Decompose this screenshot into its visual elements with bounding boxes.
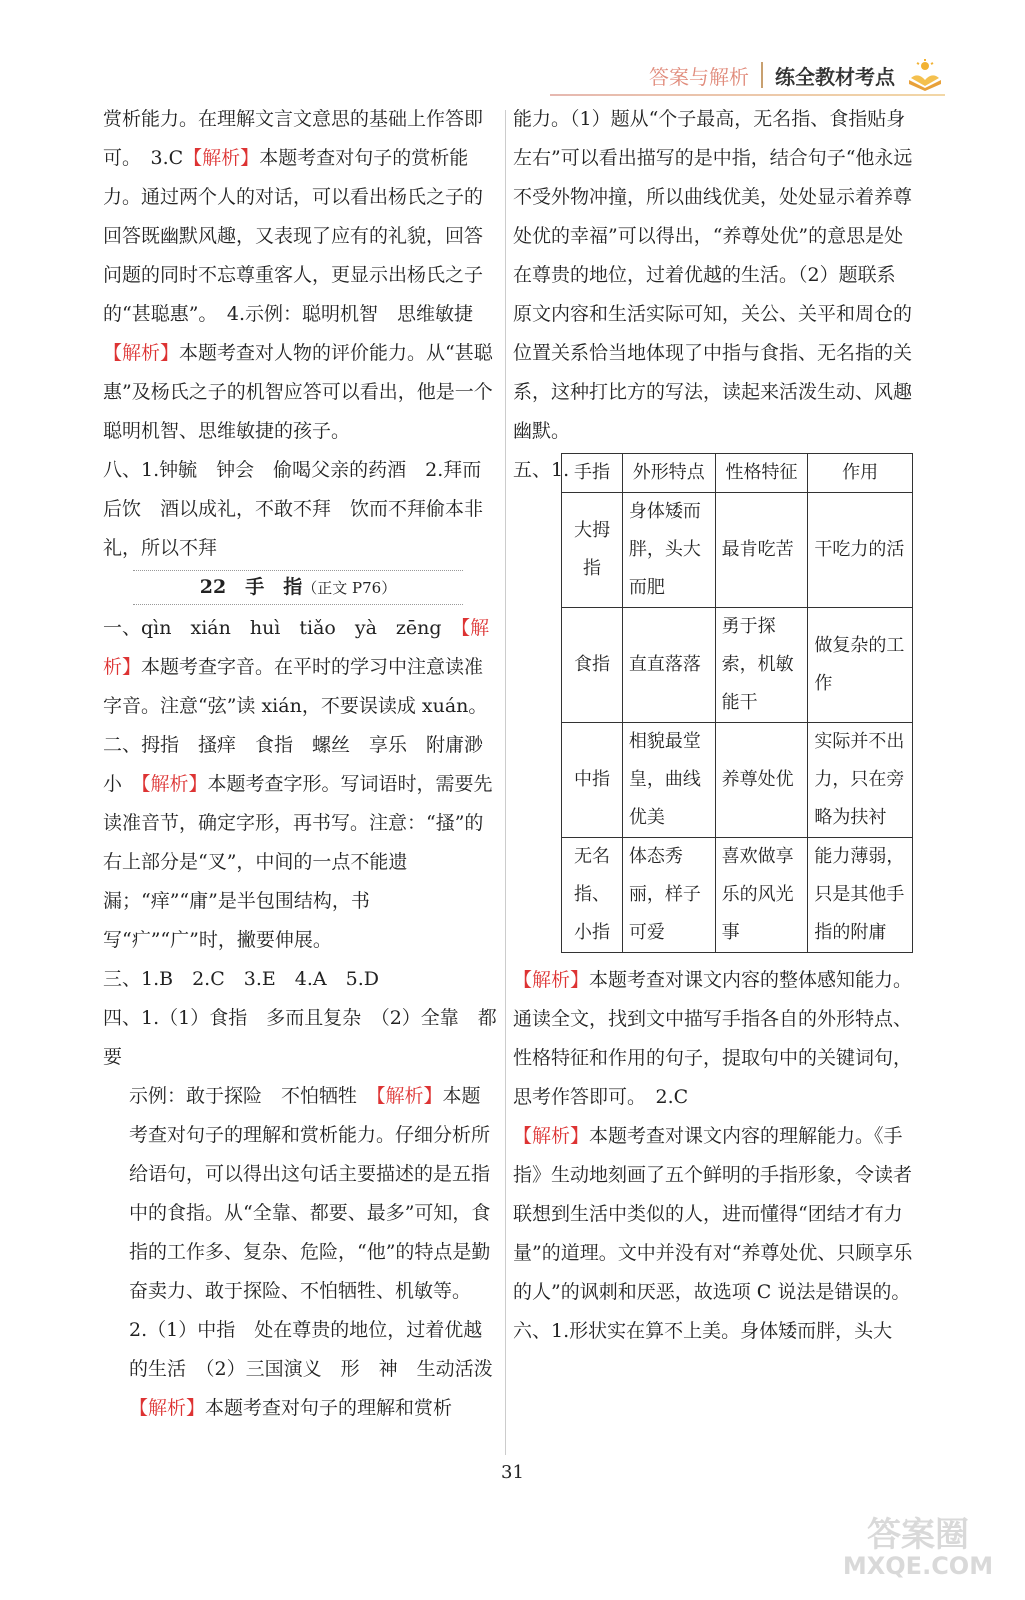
answer-two xyxy=(103,726,498,960)
answer-four-part2 xyxy=(103,1311,498,1428)
analysis-tag: 【解析】 xyxy=(141,773,208,795)
table-header: 作用 xyxy=(808,454,913,493)
answer-six: 六、1.形状实在算不上美。身体矮而胖，头大 xyxy=(513,1320,893,1342)
answer-four-example xyxy=(103,1077,498,1311)
analysis-tag: 【解析】 xyxy=(513,1125,590,1147)
table-cell: 无名指、小指 xyxy=(562,838,623,953)
svg-text:答案圈: 答案圈 xyxy=(867,1515,969,1555)
right-column xyxy=(513,100,913,1351)
page-number: 31 xyxy=(501,1462,524,1483)
answer-five-label: 五、1. xyxy=(513,459,570,481)
table-cell: 实际并不出力，只在旁略为扶衬 xyxy=(808,723,913,838)
left-column xyxy=(103,100,498,1428)
table-cell: 相貌最堂皇，曲线优美 xyxy=(622,723,715,838)
answer-three: 三、1.B 2.C 3.E 4.A 5.D xyxy=(103,968,379,990)
text: 本题考查对课文内容的理解能力。《手指》生动地刻画了五个鲜明的手指形象，令读者联想到生活中类似的人，进而懂得“团结才有力量”的道理。文中并没有对“养尊处优、只顾享乐的人”的讽刺和厌恶，故选项 C 说法是错误的。 xyxy=(513,1125,913,1303)
analysis-tag: 【解析】 xyxy=(376,1085,443,1107)
text: 示例：敢于探险 不怕牺牲 xyxy=(129,1085,358,1107)
paragraph: 能力。（1）题从“个子最高，无名指、食指贴身左右”可以看出描写的是中指，结合句子“他永远不受外物冲撞，所以曲线优美，处处显示着养尊处优的幸福”可以得出，“养尊处优”的意思是处在尊贵的地位，过着优越的生活。（2）题联系原文内容和生活实际可知，关公、关平和周仓的位置关系恰当地体现了中指与食指、无名指的关系，这种打比方的写法，读起来活泼生动、风趣幽默。 xyxy=(513,108,913,442)
text: 本题考查对句子的理解和赏析能力。仔细分析所给语句，可以得出这句话主要描述的是五指中的食指。从“全靠、都要、最多”可知，食指的工作多、复杂、危险，“他”的特点是勤奋卖力、敢于探险、不怕牺牲、机敏等。 xyxy=(129,1085,491,1302)
header-separator xyxy=(761,62,763,88)
table-row xyxy=(562,493,913,608)
page-header xyxy=(649,55,945,95)
answer-eight: 八、1.钟毓 钟会 偷喝父亲的药酒 2.拜而后饮 酒以成礼，不敢不拜 饮而不拜偷本非礼，所以不拜 xyxy=(103,459,484,559)
section-ref: （正文 P76） xyxy=(302,579,397,597)
section-name: 22 手 指 xyxy=(199,576,303,598)
analysis-tag: 【解析】 xyxy=(129,1397,206,1419)
paragraph xyxy=(513,961,913,1117)
text: 2.（1）中指 处在尊贵的地位，过着优越的生活 （2）三国演义 形 神 生动活泼 xyxy=(129,1319,493,1380)
table-cell: 大拇指 xyxy=(562,493,623,608)
paragraph xyxy=(513,1117,913,1312)
text: 四、1.（1）食指 多而且复杂 （2）全靠 都要 xyxy=(103,1007,497,1068)
answer-one xyxy=(103,609,498,726)
header-left-title: 答案与解析 xyxy=(649,64,749,89)
watermark-logo xyxy=(833,1512,1003,1580)
table-row xyxy=(562,608,913,723)
table-cell: 中指 xyxy=(562,723,623,838)
table-header: 外形特点 xyxy=(622,454,715,493)
text: 本题考查字形。写词语时，需要先读准音节，确定字形，再书写。注意：“搔”的右上部分是“叉”，中间的一点不能遗漏；“痒”“庸”是半包围结构，书写“疒”“广”时，撇要伸展。 xyxy=(103,773,493,951)
table-row xyxy=(562,838,913,953)
table-cell: 勇于探索，机敏能干 xyxy=(715,608,808,723)
table-cell: 干吃力的活 xyxy=(808,493,913,608)
table-cell: 直直落落 xyxy=(622,608,715,723)
book-icon xyxy=(905,58,945,92)
text: 本题考查对课文内容的整体感知能力。通读全文，找到文中描写手指各自的外形特点、性格特征和作用的句子，提取句中的关键词句，思考作答即可。 2.C xyxy=(513,969,913,1108)
table-cell: 最肯吃苦 xyxy=(715,493,808,608)
table-cell: 能力薄弱，只是其他手指的附庸 xyxy=(808,838,913,953)
header-right-title: 练全教材考点 xyxy=(775,64,895,89)
column-divider xyxy=(505,110,506,1455)
svg-text:MXQE.COM: MXQE.COM xyxy=(842,1552,994,1580)
table-cell: 养尊处优 xyxy=(715,723,808,838)
analysis-tag: 【解析】 xyxy=(183,147,260,169)
text: 赏析能力。在理解文言文意思的基础上作答即可。 3.C xyxy=(103,108,484,169)
text: 本题考查对人物的评价能力。从“甚聪惠”及杨氏之子的机智应答可以看出，他是一个聪明机智、思维敏捷的孩子。 xyxy=(103,342,493,442)
analysis-tag: 【解析】 xyxy=(103,342,180,364)
header-underline xyxy=(550,94,945,96)
paragraph xyxy=(103,100,498,451)
table-header: 手指 xyxy=(562,454,623,493)
analysis-tag: 【解析】 xyxy=(103,617,490,678)
answer-four xyxy=(103,999,498,1077)
table-cell: 体态秀丽，样子可爱 xyxy=(622,838,715,953)
text: 二、拇指 搔痒 食指 螺丝 享乐 附庸渺小 xyxy=(103,734,484,795)
table-header: 性格特征 xyxy=(715,454,808,493)
text: 一、qìn xián huì tiǎo yà zēng xyxy=(103,617,442,639)
text: 本题考查对句子的理解和赏析 xyxy=(205,1397,453,1419)
table-cell: 喜欢做享乐的风光事 xyxy=(715,838,808,953)
analysis-tag: 【解析】 xyxy=(513,969,590,991)
text: 本题考查对句子的赏析能力。通过两个人的对话，可以看出杨氏之子的回答既幽默风趣，又表现了应有的礼貌，回答问题的同时不忘尊重客人，更显示出杨氏之子的“甚聪惠”。 4.示例：聪明机智 思维敏捷 xyxy=(103,147,484,325)
section-title xyxy=(133,570,463,605)
table-row xyxy=(562,723,913,838)
table-cell: 做复杂的工作 xyxy=(808,608,913,723)
finger-table xyxy=(561,453,913,953)
table-header-row xyxy=(562,454,913,493)
table-cell: 食指 xyxy=(562,608,623,723)
text: 本题考查字音。在平时的学习中注意读准字音。注意“弦”读 xián，不要误读成 xuán。 xyxy=(103,656,488,717)
table-cell: 身体矮而胖，头大而肥 xyxy=(622,493,715,608)
